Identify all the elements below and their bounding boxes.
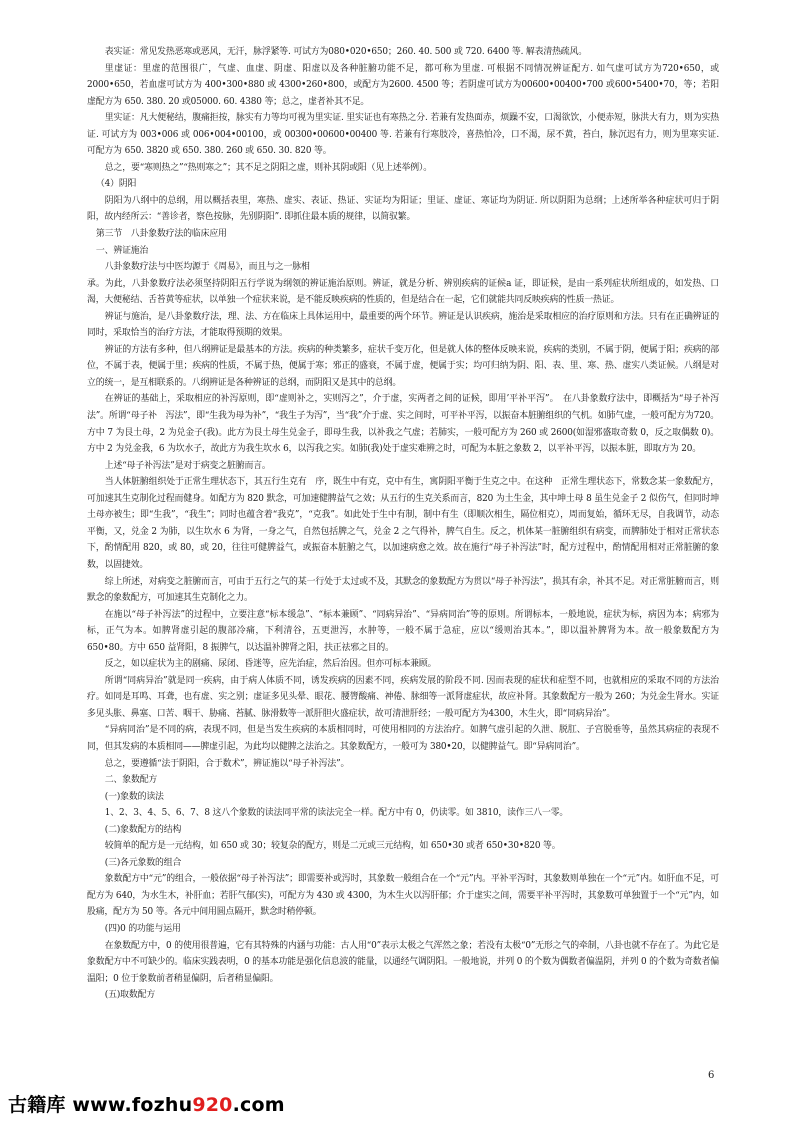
heading-differentiation-treatment: 一、辨证施治 — [95, 245, 149, 256]
document-body — [87, 44, 719, 1004]
paragraph-exterior-excess: 表实证：常见发热恶寒或恶风，无汗，脉浮紧等. 可试方为080•020•650；260. 40. 500 或 720. 6400 等. 解表清热疏风。 — [104, 47, 587, 57]
paragraph-different-disease-same-treatment: “异病同治”是不同的病，表现不同，但是当发生疾病的本质相同时，可使用相同的方法治疗。如脾气虚引起的久泄、脱肛、子宫脱垂等，虽然其病症的表现不同，但其发病的本质相同——脾虚引起，为此均以健脾之法治之。其象数配方，一般可为 380•20，以健脾益气。即“异病同治”。 — [87, 725, 719, 752]
subheading-reading-method: (一)象数的读法 — [104, 791, 164, 802]
paragraph-summary-cold-heat: 总之，要“寒则热之”“热则寒之”；其不足之阴阳之虚，则补其阴或阳（见上述举例）。 — [104, 162, 432, 173]
paragraph-normal-physiology: 当人体脏腑组织处于正常生理状态下，其五行生克有 序，既生中有克，克中有生，寓阴阳平衡于生克之中。在这种 正常生理状态下，常数念某一象数配方，可加速其生克制化过程而健身。如配方为 820 默念，可加速健脾益气之效；从五行的生克关系而言，820 为土生金，其中坤土母 8 虽生兑金子 2 似伤气，但同时坤土母亦被生；即“生我”，“我生”；同时也蕴含着“我克”，“克我”。如此处于生中有制，制中有生（即顺次相生，隔位相克），周而复始，循环无尽，自我调节，动态平衡，又，兑金 2 为肺，以生坎水 6 为肾，一身之气，自然包括脾之气，兑金 2 之气得补，脾气自生。反之，机体某一脏腑组织有病变，而脾肺处于相对正常状态下，酌情配用 820，或 80，或 20，往往可健脾益气，或振奋本脏腑之气，以加速病愈之效。故在施行“母子补泻法”时，配方过程中，酌情配用相对正常脏腑的象数，以固捷效。 — [87, 477, 719, 570]
paragraph-root-branch: 在施以“母子补泻法”的过程中，立要注意“标本缓急”、“标本兼顾”、“同病异治”、“异病同治”等的原则。所谓标本，一般地说，症状为标，病因为本；病邪为标，正气为本。如脾肾虚引起的腹部冷痛，下利清谷，五更泄泻，水肿等，一般不属于急症，应以“缓则治其本。”，即以温补脾肾为本。故一般象数配方为 650•80。方中 650 益肾阳，8 振脾气，以达温补脾肾之阳，扶正祛邪之目的。 — [87, 609, 719, 653]
heading-image-number-formula: 二、象数配方 — [104, 775, 158, 786]
paragraph-mother-child-method: 在辨证的基础上，采取相应的补泻原则，即“虚则补之，实则泻之”，介于虚，实两者之间的证候，即用’平补平泻”。 在八卦象数疗法中，即概括为“母子补泻法”。所谓“母子补 泻法”，即“生我为母为补”，“我生子为泻”，当“我”介于虚、实之间时，可平补平泻，以振奋本脏腑组织的气机。如肺气虚，一般可配方为720。方中 7 为艮土母，2 为兑金子(我)。此方为艮土母生兑金子，即母生我，以补我之气虚；若肺实，一般可配方为 260 或 2600(如湿邪盛取奇数 0，反之取偶数 0)。方中 2 为兑金我，6 为坎水子，故此方为我生坎水 6，以泻我之实。如肺(我)处于虚实难辨之时，可配为本脏之象数 2，以平补平泻，以振本脏，即取方为 20。 — [87, 394, 719, 455]
paragraph-zhouyi-origin: 八卦象数疗法与中医均源于《周易》，而且与之一脉相 — [104, 262, 310, 273]
paragraph-diseased-organs-note: 上述“母子补泻法”是对于病变之脏腑而言。 — [104, 460, 271, 471]
paragraph-reading-method: 1、2、3、4、5、6、7、8 这八个象数的读法同平常的读法完全一样。配方中有 0，仍读零。如 3810，读作三八一零。 — [104, 808, 569, 819]
paragraph-element-combination: 象数配方中“元”的组合，一般依据“母子补泻法”；即需要补或泻时，其象数一般组合在一个“元”内。平补平泻时，其象数则单独在一个“元”内。如肝血不足，可配方为 640，为水生木，补肝血；若肝气郁(实)，可配方为 430 或 4300，为木生火以泻肝郁；介于虚实之间，需要平补平泻时，其象数可单独置于一个“元”内，如股痛，配方为 50 等。各元中间用圆点隔开，默念时稍停顿。 — [87, 874, 719, 918]
heading-yin-yang: （4）阴阳 — [95, 179, 137, 190]
paragraph-same-disease-different-treatment: 所谓“同病异治”就是同一疾病，由于病人体质不同，诱发疾病的因素不同，疾病发展的阶段不同. 因而表现的症状和症型不同，也就相应的采取不同的方法治疗。如同是耳鸣、耳聋，也有虚、实之别；虚证多见头晕、眼花、腰膂酸痛、神倦、脉细等一派肾虚症状，故应补肾。其象数配方一般为 260；为兑金生肾水。实证多见头胀、鼻塞、口苦、咽干、胁痛、苔腻、脉滑数等一派肝胆火盛症状，故可清泄肝经；一般可配方为4300，木生火，即“同病异治”。 — [87, 675, 719, 719]
paragraph-symptom-first: 反之，如以症状为主的剧痛、尿闭、昏迷等，应先治症，然后治因。但亦可标本兼顾。 — [104, 659, 437, 670]
subheading-element-combination: (三)各元象数的组合 — [104, 857, 182, 868]
paragraph-summary-follow-rules: 总之，要遵循“法于阴阳，合于数术”，辨证施以“母子补泻法”。 — [104, 758, 350, 769]
paragraph-differentiation-and-treatment: 辨证与施治，是八卦象数疗法，理、法、方在临床上具体运用中，最重要的两个环节。辨证是认识疾病，施治是采取相应的治疗原则和方法。只有在正确辨证的同时，采取恰当的治疗方法，才能取得预期的效果。 — [87, 311, 719, 339]
watermark-accent: 920 — [192, 1094, 233, 1116]
paragraph-differentiation-principle: 承。为此，八卦象数疗法必须坚持阴阳五行学说为纲领的辨证施治原则。辨证，就是分析、辨别疾病的证候a 证，即证候，是由一系列症状所组成的，如发热、口渴，大便秘结、舌苔黄等症状，以单独一个症状来说，是不能反映疾病的性质的，但是结合在一起，它们就能共同反映疾病的性质一热证。 — [87, 278, 719, 306]
paragraph-zero-function: 在象数配方中，0 的使用很普遍，它有其特殊的内涵与功能：古人用“0”表示太极之气浑然之象；若没有太极“0”无形之气的牵制，八卦也就不存在了。为此它是象数配方中不可缺少的。临床实践表明，0 的基本功能是强化信息波的能量，以通经气调阴阳。一般地说，并列 0 的个数为偶数者偏温阴，并列 0 的个数为奇数者偏温阳；0 位于象数前者稍显偏阴，后者稍显偏阳。 — [87, 940, 719, 984]
paragraph-eight-principles: 辨证的方法有多种，但八纲辨证是最基本的方法。疾病的种类繁多，症状千变万化，但是就人体的整体反映来说，疾病的类别，不属于阴，便属于阳；疾病的部位，不属于表，便属于里；疾病的性质，不属于热，便属于寒；邪正的盛衰，不属于虚，便属于实；均可归纳为阴、阳、表、里、寒、热、虚实八类证候。八纲是对立的统一，是互相联系的。八纲辨证是各种辨证的总纲，而阴阳又是其中的总纲。 — [87, 344, 719, 388]
page-number: 6 — [708, 1070, 715, 1081]
watermark-text: 古籍库 www.fozhu — [8, 1094, 193, 1116]
subheading-zero-function: (四)0 的功能与运用 — [104, 923, 181, 934]
subheading-formula-structure: (二)象数配方的结构 — [104, 824, 182, 835]
subheading-number-selection: (五)取数配方 — [104, 990, 156, 1001]
paragraph-summary-five-elements: 综上所述，对病变之脏腑而言，可由于五行之气的某一行处于太过或不及，其默念的象数配方为贯以“母子补泻法”，损其有余，补其不足。对正常脏腑而言，则默念的象数配方，可加速其生克制化之力。 — [87, 576, 719, 604]
site-watermark — [8, 1090, 285, 1117]
watermark-suffix: .com — [232, 1094, 285, 1116]
paragraph-formula-structure: 较简单的配方是一元结构，如 650 或 30；较复杂的配方，则是二元或三元结构，如 650•30 或者 650•30•820 等。 — [104, 841, 561, 852]
paragraph-yin-yang: 阴阳为八纲中的总纲，用以概括表里，寒热、虚实、表证、热证、实证均为阳证；里证、虚证、寒证均为阴证. 所以阴阳为总纲；上述所举各种症状可归于阴阳，故内经所云：“善诊者，察色按脉，先别阴阳”. 即抓住最本质的规律，以简驭繁。 — [87, 195, 719, 223]
paragraph-interior-excess: 里实证：凡大便秘结，腹痛拒按，脉实有力等均可视为里实证. 里实证也有寒热之分. 若兼有发热面赤，烦躁不安，口渴欲饮，小便赤短，脉洪大有力，则为实热证. 可试方为 003•006 或 006•004•00100，或 00300•00600•00400 等. 若兼有行寒肢冷，喜热怕冷，口不渴，尿不黄，苔白，脉沉迟有力，则为里寒实证. 可配方为 650. 3820 或 650. 380. 260 或 650. 30. 820 等。 — [87, 113, 719, 157]
paragraph-interior-deficiency: 里虚证：里虚的范围很广，气虚、血虚、阴虚、阳虚以及各种脏腑功能不足，都可称为里虚. 可根据不同情况辨证配方. 如气虚可试方为720•650，或2000•650，若血虚可试方为 400•300•880 或 4300•260•800，或配方为2600. 4500 等；若阴虚可试方为00600•00400•700 或600•5400•70，等；若阳虚配方为 650. 380. 20 或05000. 60. 4380 等；总之，虚者补其不足。 — [87, 63, 719, 107]
section-heading-clinical-application: 第三节 八卦象数疗法的临床应用 — [95, 229, 227, 240]
